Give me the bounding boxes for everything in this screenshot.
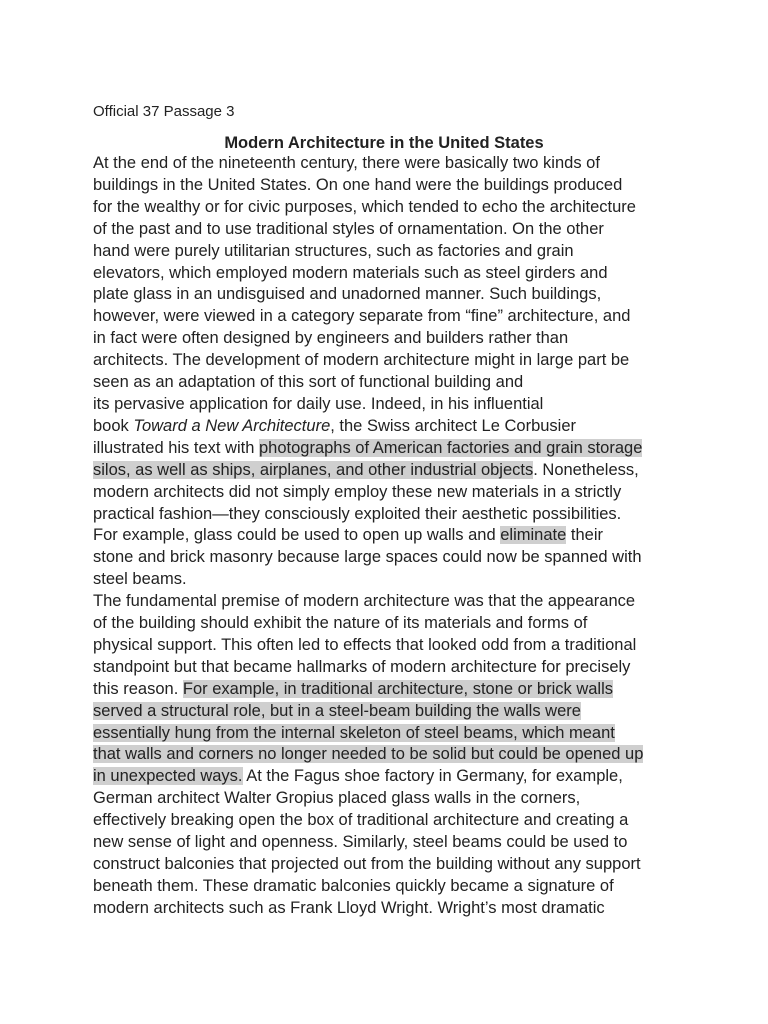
text-segment: At the Fagus shoe factory in Germany, for example, [242,767,623,786]
text-line [93,569,693,591]
text-line [93,372,693,394]
text-line [93,854,693,876]
text-segment: its pervasive application for daily use. Indeed, in his influential [93,394,544,413]
highlighted-text: that walls and corners no longer needed to be solid but could be opened up [93,745,644,764]
text-segment: The fundamental premise of modern architecture was that the appearance [93,592,636,611]
text-line [93,547,693,569]
text-line [93,525,693,547]
text-segment: practical fashion—they consciously exploited their aesthetic possibilities. [93,504,622,523]
text-segment: in fact were often designed by engineers and builders rather than [93,329,569,348]
text-line [93,744,693,766]
text-segment: modern architects did not simply employ these new materials in a strictly [93,482,622,501]
text-segment: plate glass in an undisguised and unadorned manner. Such buildings, [93,285,602,304]
text-segment: standpoint but that became hallmarks of modern architecture for precisely [93,657,631,676]
text-segment: modern architects such as Frank Lloyd Wright. Wright’s most dramatic [93,898,605,917]
passage-label: Official 37 Passage 3 [93,103,235,120]
text-segment: their [566,526,603,545]
text-line [93,591,693,613]
text-line [93,175,693,197]
text-segment: effectively breaking open the box of traditional architecture and creating a [93,811,629,830]
text-line [93,328,693,350]
text-line [93,898,693,920]
highlighted-text: photographs of American factories and grain storage [258,438,643,457]
text-segment: , the Swiss architect Le Corbusier [330,416,577,435]
text-segment: . Nonetheless, [533,460,639,479]
text-line [93,810,693,832]
text-segment: however, were viewed in a category separate from “fine” architecture, and [93,307,631,326]
text-line [93,788,693,810]
text-segment: seen as an adaptation of this sort of functional building and [93,373,524,392]
highlighted-text: served a structural role, but in a steel-beam building the walls were [93,701,581,720]
text-line [93,460,693,482]
highlighted-text: essentially hung from the internal skeleton of steel beams, which meant [93,723,615,742]
text-segment: At the end of the nineteenth century, there were basically two kinds of [93,154,600,172]
text-line [93,766,693,788]
text-segment: For example, glass could be used to open up walls and [93,526,501,545]
text-segment: physical support. This often led to effects that looked odd from a traditional [93,635,637,654]
text-segment: of the building should exhibit the nature of its materials and forms of [93,614,588,633]
text-line [93,504,693,526]
text-line [93,876,693,898]
text-line [93,284,693,306]
text-line [93,241,693,263]
text-line [93,350,693,372]
text-line [93,306,693,328]
text-segment: this reason. [93,679,183,698]
highlighted-text: in unexpected ways. [93,767,243,786]
text-segment: hand were purely utilitarian structures, such as factories and grain [93,241,574,260]
highlighted-text: For example, in traditional architecture, stone or brick walls [182,679,613,698]
text-line [93,832,693,854]
highlighted-text: eliminate [500,526,567,545]
text-segment: book [93,416,134,435]
text-segment: new sense of light and openness. Similarly, steel beams could be used to [93,833,628,852]
text-line [93,679,693,701]
text-line [93,723,693,745]
text-segment: construct balconies that projected out from the building without any support [93,855,641,873]
text-segment: illustrated his text with [93,438,259,457]
text-segment: of the past and to use traditional styles of ornamentation. On the other [93,219,604,238]
text-segment: stone and brick masonry because large spaces could now be spanned with [93,548,642,567]
text-segment: steel beams. [93,570,187,589]
text-line [93,701,693,723]
text-segment: buildings in the United States. On one hand were the buildings produced [93,175,623,194]
text-line [93,416,693,438]
text-line [93,219,693,241]
text-segment: architects. The development of modern architecture might in large part be [93,351,630,370]
text-segment: beneath them. These dramatic balconies quickly became a signature of [93,876,614,895]
text-segment: for the wealthy or for civic purposes, which tended to echo the architecture [93,197,636,216]
text-line [93,263,693,285]
text-line [93,394,693,416]
text-segment: German architect Walter Gropius placed glass walls in the corners, [93,789,581,808]
text-line [93,153,693,175]
passage-title: Modern Architecture in the United States [224,134,544,152]
text-line [93,657,693,679]
text-line [93,438,693,460]
text-segment: elevators, which employed modern materials such as steel girders and [93,263,608,282]
text-line [93,197,693,219]
text-line [93,482,693,504]
text-line [93,635,693,657]
book-title-italic: Toward a New Architecture [133,416,331,435]
highlighted-text: silos, as well as ships, airplanes, and other industrial objects [93,460,534,479]
passage-body [93,153,693,920]
text-line [93,613,693,635]
